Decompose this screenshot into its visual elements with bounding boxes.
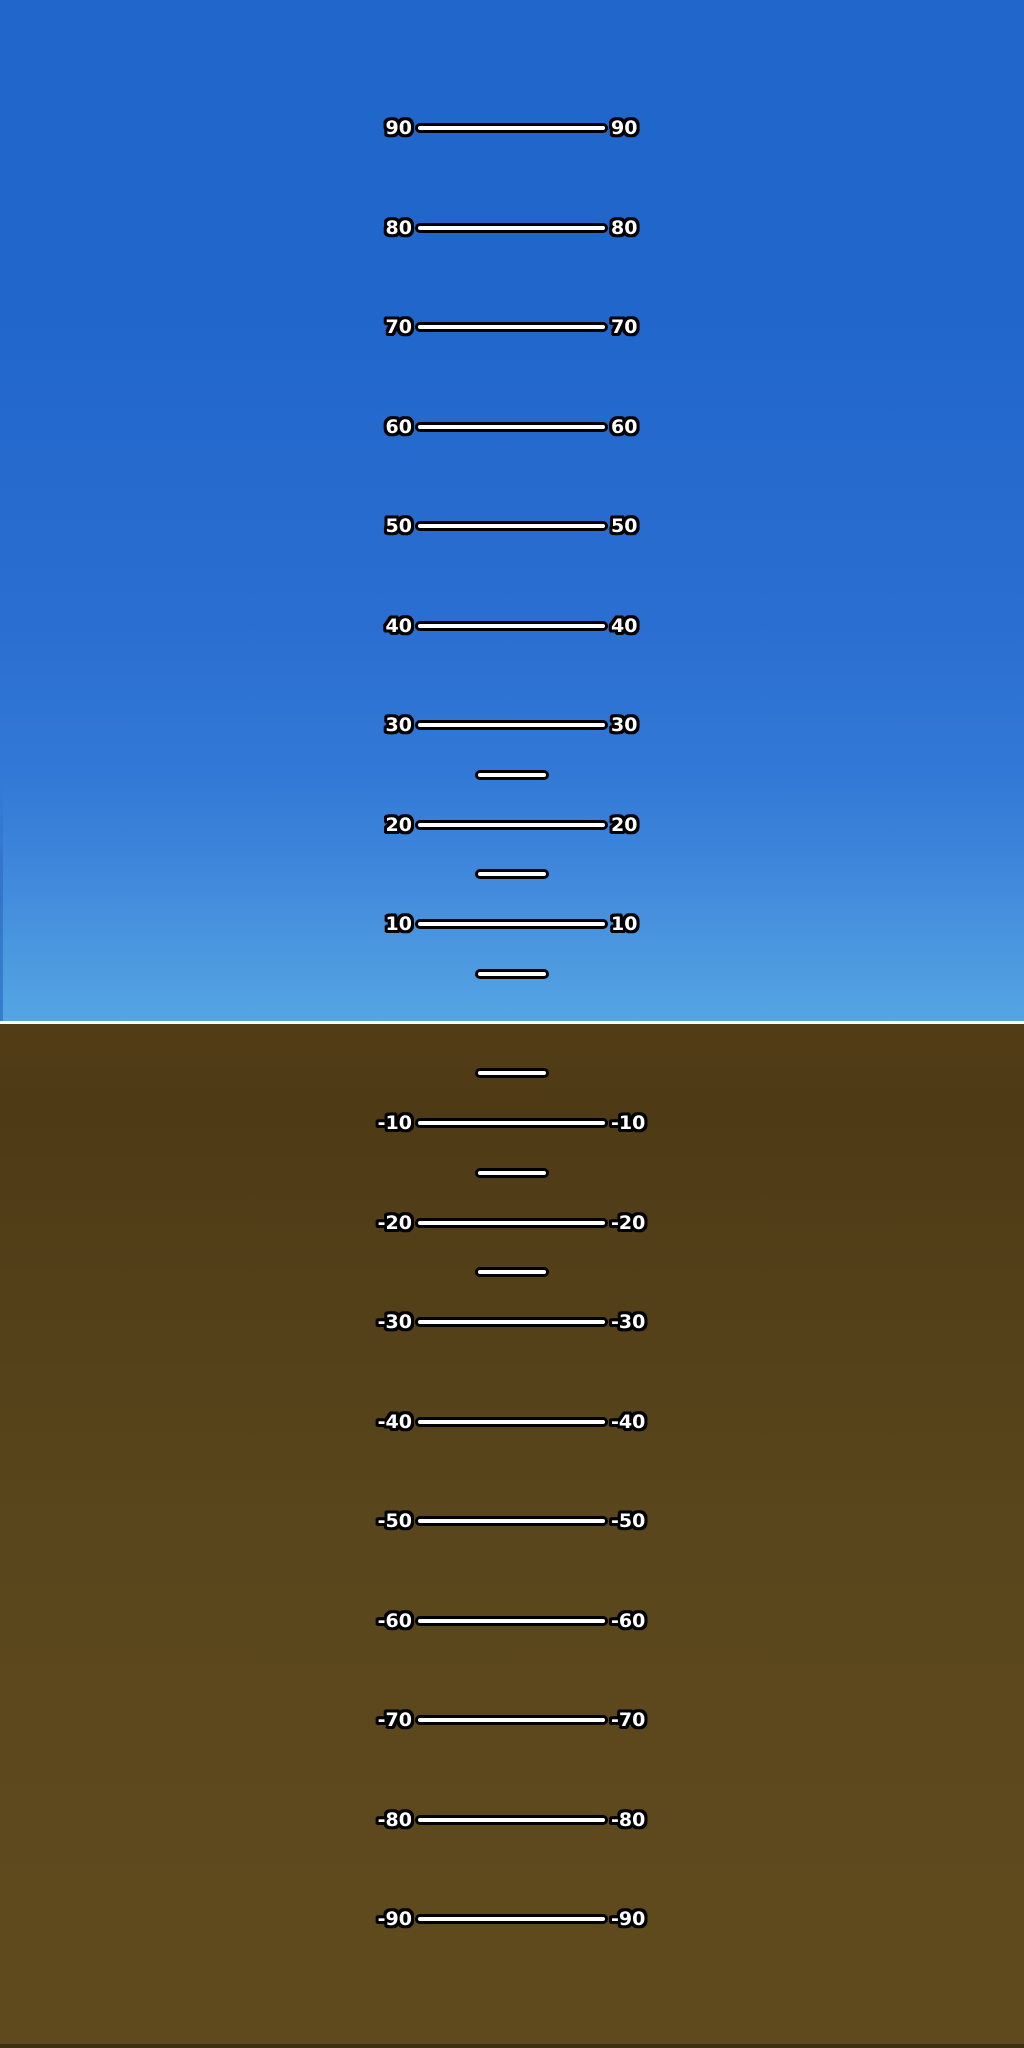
pitch-label-right-60: 60: [611, 415, 638, 438]
pitch-label-right-70: 70: [611, 316, 638, 338]
pitch-label-left-40: 40: [385, 614, 412, 637]
pitch-line-80: [415, 223, 608, 233]
pitch-line--90: [415, 1914, 608, 1924]
pitch-label-left-10: 10: [385, 913, 412, 935]
pitch-label-left--80: -80: [377, 1808, 412, 1831]
pitch-label-right-50: 50: [611, 515, 638, 537]
pitch-line--10: [415, 1118, 608, 1128]
pitch-label-left--30: -30: [377, 1311, 412, 1333]
pitch-line--60: [415, 1616, 608, 1626]
pitch-label-right--70: -70: [611, 1709, 646, 1731]
pitch-label-right--90: -90: [611, 1908, 646, 1930]
pitch-label-left-90: 90: [385, 117, 412, 139]
pitch-label-left-20: 20: [385, 813, 412, 836]
pitch-label-right-10: 10: [611, 913, 638, 935]
pitch-label-left--60: -60: [377, 1609, 412, 1632]
pitch-label-right--40: -40: [611, 1410, 646, 1433]
pitch-label-left--40: -40: [377, 1410, 412, 1433]
pitch-minor-mark-5: [475, 969, 549, 979]
pitch-label-right--20: -20: [611, 1211, 646, 1234]
pitch-line-20: [415, 820, 608, 830]
pitch-line-60: [415, 422, 608, 432]
pitch-minor-mark--5: [475, 1068, 549, 1078]
pitch-label-left--50: -50: [377, 1510, 412, 1532]
pitch-line-30: [415, 720, 608, 730]
pitch-line--40: [415, 1417, 608, 1427]
pitch-label-left--90: -90: [377, 1908, 412, 1930]
pitch-minor-mark--25: [475, 1267, 549, 1277]
pitch-label-left--20: -20: [377, 1211, 412, 1234]
pitch-line--50: [415, 1516, 608, 1526]
pitch-label-right-90: 90: [611, 117, 638, 139]
pitch-label-right--80: -80: [611, 1808, 646, 1831]
pitch-label-right--50: -50: [611, 1510, 646, 1532]
pitch-line-10: [415, 919, 608, 929]
pitch-line-70: [415, 322, 608, 332]
pitch-label-left--70: -70: [377, 1709, 412, 1731]
pitch-label-right--60: -60: [611, 1609, 646, 1632]
pitch-line--80: [415, 1815, 608, 1825]
pitch-label-right-40: 40: [611, 614, 638, 637]
pitch-label-left-30: 30: [385, 714, 412, 736]
pitch-line--20: [415, 1218, 608, 1228]
pitch-line--30: [415, 1317, 608, 1327]
pitch-minor-mark-25: [475, 770, 549, 780]
pitch-minor-mark--15: [475, 1168, 549, 1178]
pitch-line-90: [415, 123, 608, 133]
pitch-minor-mark-15: [475, 869, 549, 879]
pitch-label-right-20: 20: [611, 813, 638, 836]
pitch-label-left-60: 60: [385, 415, 412, 438]
pitch-label-right--30: -30: [611, 1311, 646, 1333]
pitch-label-left-70: 70: [385, 316, 412, 338]
pitch-label-left-80: 80: [385, 216, 412, 239]
pitch-label-right-30: 30: [611, 714, 638, 736]
pitch-label-right-80: 80: [611, 216, 638, 239]
pitch-line-50: [415, 521, 608, 531]
pitch-label-left--10: -10: [377, 1112, 412, 1134]
pitch-line--70: [415, 1715, 608, 1725]
pitch-label-left-50: 50: [385, 515, 412, 537]
pitch-line-40: [415, 621, 608, 631]
pitch-label-right--10: -10: [611, 1112, 646, 1134]
